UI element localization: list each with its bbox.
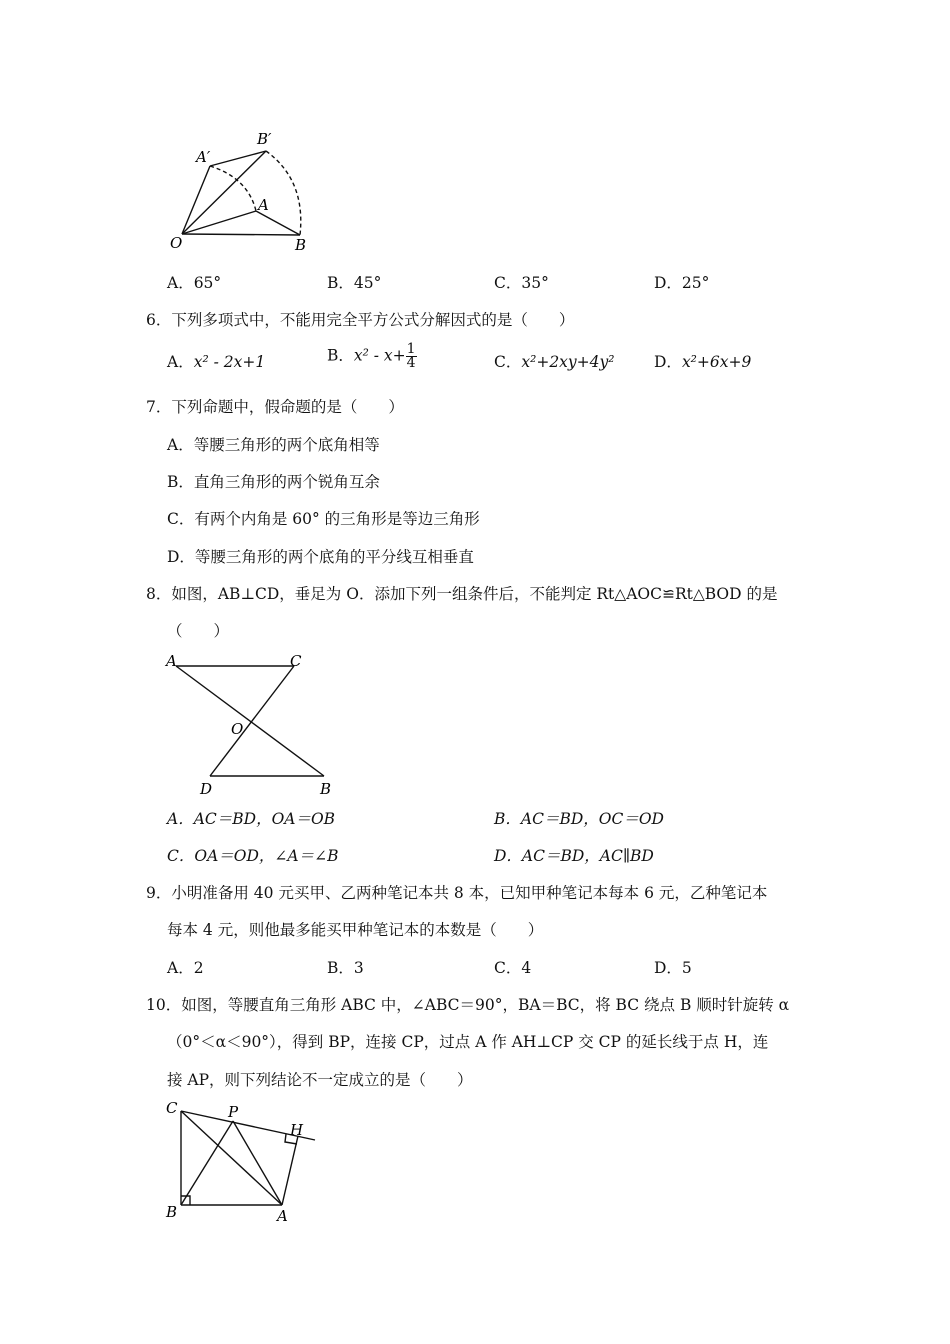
q8-label-c: C xyxy=(290,652,302,670)
q5-arc-b xyxy=(266,151,301,235)
q10-figure xyxy=(160,1095,330,1230)
q9-stem-line-1: 9．小明准备用 40 元买甲、乙两种笔记本共 8 本，已知甲种笔记本每本 6 元，乙种笔记本 xyxy=(146,884,768,902)
q5-option-d: D．25° xyxy=(654,274,710,292)
q5-segment-oa-prime xyxy=(182,166,210,234)
q8-option-a: A．AC＝BD，OA＝OB xyxy=(167,810,336,828)
q6-option-d-label: D． xyxy=(654,353,682,371)
q9-stem-line-2: 每本 4 元，则他最多能买甲种笔记本的本数是（ ） xyxy=(167,921,544,939)
q6-option-c-label: C． xyxy=(494,353,522,371)
q6-option-a-label: A． xyxy=(167,353,194,371)
q6-option-b xyxy=(327,343,417,370)
q8-segment-cd xyxy=(210,666,294,776)
q7-option-c: C．有两个内角是 60° 的三角形是等边三角形 xyxy=(167,510,480,528)
q10-label-c: C xyxy=(166,1099,178,1117)
q10-segment-ap xyxy=(233,1121,282,1205)
q8-figure xyxy=(160,650,350,800)
q10-segment-bp xyxy=(181,1121,233,1205)
q8-option-c: C．OA＝OD，∠A＝∠B xyxy=(167,847,339,865)
q10-stem-line-2: （0°＜α＜90°），得到 BP，连接 CP，过点 A 作 AH⊥CP 交 CP 的延长线于点 H，连 xyxy=(167,1033,769,1051)
q6-option-c-expr: x²+2xy+4y² xyxy=(521,353,615,371)
q10-label-a: A xyxy=(277,1207,288,1225)
q6-stem: 6．下列多项式中，不能用完全平方公式分解因式的是（ ） xyxy=(146,311,575,329)
q7-stem: 7．下列命题中，假命题的是（ ） xyxy=(146,398,404,416)
q8-stem: 8．如图，AB⊥CD，垂足为 O．添加下列一组条件后，不能判定 Rt△AOC≌Rt△BOD 的是 xyxy=(146,585,778,603)
q9-option-a: A．2 xyxy=(167,959,204,977)
q5-figure xyxy=(160,120,350,260)
q5-label-a-prime: A′ xyxy=(196,148,211,166)
q10-label-h: H xyxy=(290,1121,304,1139)
q9-option-d: D．5 xyxy=(654,959,692,977)
q5-label-b-prime: B′ xyxy=(257,130,272,148)
q5-label-b: B xyxy=(295,236,307,254)
q8-label-b: B xyxy=(320,780,332,798)
q10-stem-line-3: 接 AP，则下列结论不一定成立的是（ ） xyxy=(167,1071,473,1089)
q7-option-a: A．等腰三角形的两个底角相等 xyxy=(167,436,380,454)
q9-option-b: B．3 xyxy=(327,959,364,977)
q5-segment-ab xyxy=(256,211,300,235)
q10-label-b: B xyxy=(166,1203,178,1221)
q8-label-a: A xyxy=(166,652,177,670)
q8-option-b: B．AC＝BD，OC＝OD xyxy=(494,810,664,828)
q8-segment-ab xyxy=(176,666,324,776)
q8-paren: （ ） xyxy=(167,622,230,640)
q10-label-p: P xyxy=(228,1103,239,1121)
q6-option-a xyxy=(167,351,265,373)
q5-segment-ob xyxy=(182,234,300,235)
q5-label-a: A xyxy=(258,196,269,214)
q5-label-o: O xyxy=(170,234,183,252)
q7-option-b: B．直角三角形的两个锐角互余 xyxy=(167,473,380,491)
q6-option-d-expr: x²+6x+9 xyxy=(681,353,752,371)
q6-fraction-denominator: 4 xyxy=(406,355,416,371)
q6-option-a-expr: x² - 2x+1 xyxy=(193,353,266,371)
q6-option-b-label: B． xyxy=(327,346,354,365)
q8-option-d: D．AC＝BD，AC∥BD xyxy=(494,847,654,865)
q6-fraction-numerator: 1 xyxy=(406,341,416,357)
q8-label-o: O xyxy=(231,720,244,738)
q9-option-c: C．4 xyxy=(494,959,532,977)
q5-option-b: B．45° xyxy=(327,274,382,292)
q10-stem-line-1: 10．如图，等腰直角三角形 ABC 中，∠ABC＝90°，BA＝BC，将 BC 绕点 B 顺时针旋转 α xyxy=(146,996,790,1014)
q6-option-b-expr: x² - x+ xyxy=(353,346,406,365)
q5-arc-a xyxy=(210,166,256,211)
q6-option-b-fraction xyxy=(406,343,417,370)
q10-segment-ah xyxy=(282,1136,298,1205)
q8-label-d: D xyxy=(200,780,213,798)
q5-option-c: C．35° xyxy=(494,274,549,292)
q10-segment-ca xyxy=(181,1111,282,1205)
q5-option-a: A．65° xyxy=(167,274,222,292)
q7-option-d: D．等腰三角形的两个底角的平分线互相垂直 xyxy=(167,548,474,566)
q6-option-d xyxy=(654,351,751,373)
q6-option-c xyxy=(494,351,615,373)
